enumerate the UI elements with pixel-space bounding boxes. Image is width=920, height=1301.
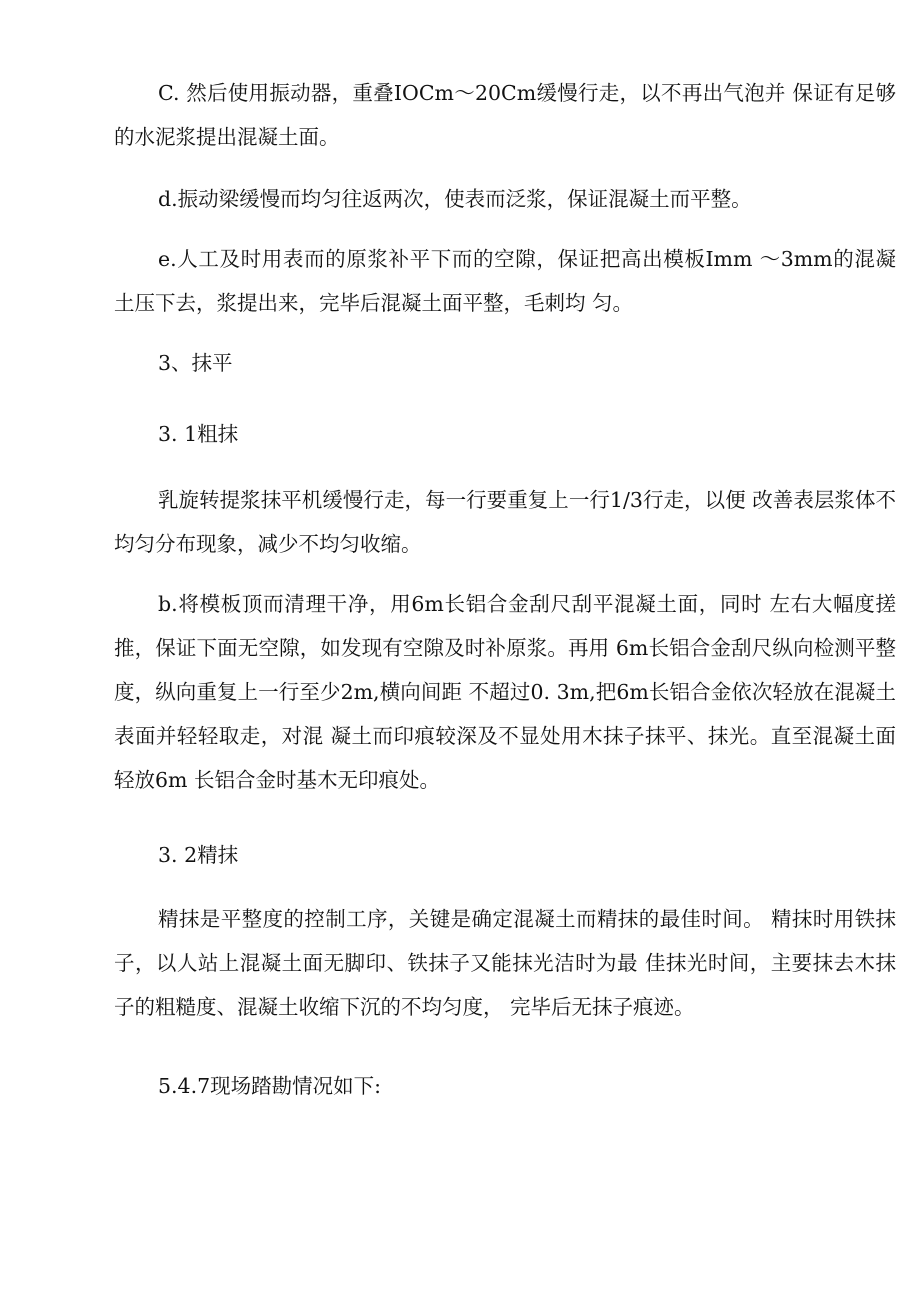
paragraph-fine-trowel: 精抹是平整度的控制工序，关键是确定混凝土而精抹的最佳时间。 精抹时用铁抹子，以人站上混凝土面无脚印、铁抹子又能抹光洁时为最 佳抹光时间，主要抹去木抹子的粗糙度、混凝土收缩下沉的不均匀度， 完毕后无抹子痕迹。 — [114, 907, 896, 1019]
paragraph-e: e.人工及时用表而的原浆补平下而的空隙，保证把高出模板Imm ～3mm的混凝土压下去，浆提出来，完毕后混凝土面平整，毛刺均 匀。 — [114, 247, 896, 315]
heading-section-3-1: 3. 1粗抹 — [158, 422, 239, 446]
paragraph-d: d.振动梁缓慢而均匀往返两次，使表而泛浆，保证混凝土而平整。 — [158, 187, 752, 211]
heading-section-3: 3、抹平 — [158, 351, 233, 375]
heading-section-5-4-7: 5.4.7现场踏勘情况如下: — [158, 1074, 382, 1098]
paragraph-c: C. 然后使用振动器，重叠IOCm～20Cm缓慢行走，以不再出气泡并 保证有足够的水泥浆提出混凝土面。 — [114, 81, 896, 149]
paragraph-rough-trowel-b: b.将模板顶而清理干净，用6m长铝合金刮尺刮平混凝土面，同时 左右大幅度搓推，保证下面无空隙，如发现有空隙及时补原浆。再用 6m长铝合金刮尺纵向检测平整度，纵向重复上一行至少2m,横向间距 不超过0. 3m,把6m长铝合金依次轻放在混凝土表面并轻轻取走，对混 凝土而印痕较深及不显处用木抹子抹平、抹光。直至混凝土面轻放6m 长铝合金时基木无印痕处。 — [114, 592, 896, 792]
heading-section-3-2: 3. 2精抹 — [158, 843, 239, 867]
paragraph-rough-trowel-a: 乳旋转提浆抹平机缓慢行走，每一行要重复上一行1/3行走，以便 改善表层浆体不均匀分布现象，减少不均匀收缩。 — [114, 488, 896, 556]
